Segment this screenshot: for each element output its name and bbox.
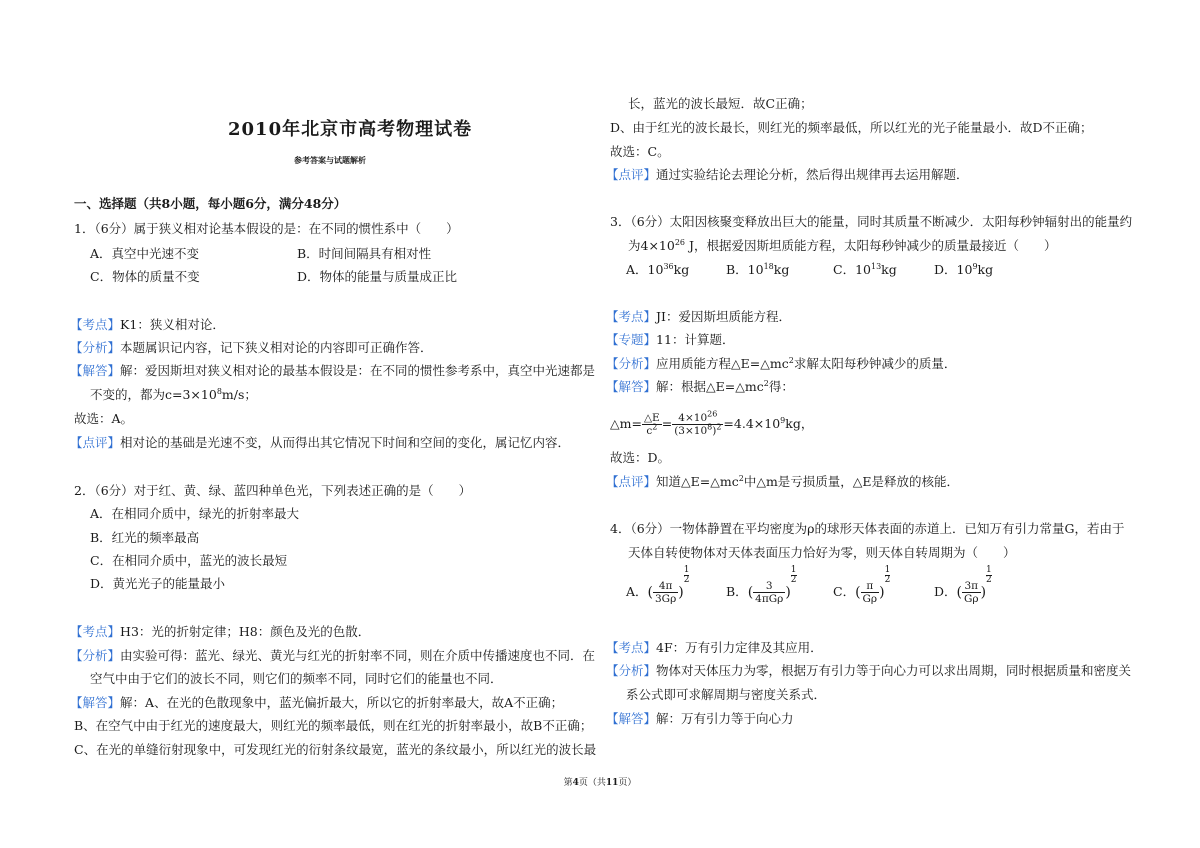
- calc-f2-den-text: (3×10: [674, 425, 708, 437]
- fenxi-tag: 【 分析 】: [70, 340, 120, 355]
- q4-option-c-label: C．: [833, 584, 856, 599]
- q4-option-d: [934, 565, 992, 610]
- q4-option-d-close: ): [980, 584, 987, 601]
- q3-kaodian-text: JI：爱因斯坦质能方程．: [656, 309, 791, 324]
- q1-dianping-text: 相对论的基础是光速不变，从而得出其它情况下时间和空间的变化，属记忆内容．: [120, 435, 571, 450]
- calc-f2-num-sup: 26: [707, 409, 718, 419]
- q4-option-a-close: ): [678, 584, 684, 601]
- q3-zhuanti: [606, 332, 734, 348]
- q4-jieda-text: 解：万有引力等于向心力: [656, 711, 794, 726]
- dianping-tag: 【 点评 】: [70, 435, 120, 450]
- q4-jieda: [606, 711, 794, 727]
- fenxi-tag: 【 分析 】: [606, 356, 656, 371]
- calc-f1-den-text: c: [646, 425, 653, 437]
- dianping-tag: 【 点评 】: [606, 167, 656, 182]
- q3-option-b: [726, 262, 789, 278]
- q3-stem-line1: 3．（6分）太阳因核聚变释放出巨大的能量，同时其质量不断减少．太阳每秒钟辐射出的能量约: [610, 214, 1133, 229]
- kaodian-tag: 【 考点 】: [606, 309, 656, 324]
- calc-f1-den: [642, 422, 662, 437]
- q4-option-b-num: 3: [753, 580, 785, 593]
- q3-option-a-unit: kg: [673, 262, 690, 277]
- q1-fenxi-text: 本题属识记内容，记下狭义相对论的内容即可正确作答．: [120, 340, 433, 355]
- q2-fenxi-line1: [70, 648, 595, 664]
- q1-jieda-2a: 不变的，都为c=3×10: [90, 387, 217, 402]
- q4-option-a-fraction: [653, 580, 678, 605]
- q3-option-a-label: A．10: [626, 262, 664, 277]
- q3-stem-2b: J，根据爱因斯坦质能方程，太阳每秒钟减少的质量最接近（ ）: [685, 238, 1057, 253]
- zhuanti-tag: 【 专题 】: [606, 332, 656, 347]
- page-subtitle: 参考答案与试题解析: [294, 155, 366, 165]
- q1-jieda-line2: [90, 387, 257, 403]
- dianping-tag: 【 点评 】: [606, 474, 656, 489]
- q1-stem: 1．（6分）属于狭义相对论基本假设的是：在不同的惯性系中（ ）: [74, 221, 459, 236]
- q4-option-a-exp-d: 2: [683, 575, 690, 585]
- q3-jieda-a: 解：根据△E=△mc: [656, 379, 764, 394]
- page-title: 2010年北京市高考物理试卷: [228, 119, 473, 140]
- q3-option-a-sup: 36: [663, 261, 674, 271]
- calc-f2-den: [672, 422, 723, 437]
- section-heading: 一、选择题（共8小题，每小题6分，满分48分）: [74, 196, 347, 211]
- q3-zhuanti-text: 11：计算题．: [656, 332, 735, 347]
- q4-option-c-fraction: [861, 580, 880, 605]
- q4-option-b-exp-n: 1: [790, 565, 797, 575]
- q1-jieda-2sup: 8: [216, 386, 222, 396]
- q4-option-b-open: (: [747, 584, 754, 601]
- q2-option-c: C．在相同介质中，蓝光的波长最短: [90, 553, 288, 568]
- q2-option-a: A．在相同介质中，绿光的折射率最大: [90, 506, 300, 521]
- q4-fenxi-line2: 系公式即可求解周期与密度关系式．: [626, 687, 827, 702]
- q1-answer: 故选：A。: [74, 411, 134, 426]
- q4-kaodian: [606, 640, 823, 656]
- q1-kaodian-text: K1：狭义相对论．: [120, 317, 225, 332]
- q1-option-c: C．物体的质量不变: [90, 269, 200, 284]
- q3-jieda-sup: 2: [763, 378, 769, 388]
- calc-eq: =: [661, 416, 673, 431]
- footer-total-pages: 11: [605, 778, 619, 788]
- q3-fenxi: [606, 356, 956, 372]
- calc-f2-den-close: ): [712, 425, 717, 437]
- q4-option-b-exp-d: 2: [790, 575, 797, 585]
- q1-option-b: B．时间间隔具有相对性: [297, 246, 432, 261]
- q2-jieda-text1: 解：A、在光的色散现象中，蓝光偏折最大，所以它的折射率最大，故A不正确；: [120, 695, 564, 710]
- q2-jieda-line4: 长，蓝光的波长最短．故C正确；: [628, 96, 813, 111]
- jieda-tag: 【 解答 】: [606, 379, 656, 394]
- jieda-tag: 【 解答 】: [70, 695, 120, 710]
- q4-option-a: [626, 565, 690, 610]
- q3-jieda-b: 得：: [768, 379, 794, 394]
- q3-calculation: [610, 404, 813, 444]
- q3-option-b-label: B．10: [726, 262, 764, 277]
- q2-option-b: B．红光的频率最高: [90, 530, 200, 545]
- calc-fraction-2: [672, 409, 723, 437]
- jieda-tag: 【 解答 】: [606, 711, 656, 726]
- q3-option-d-sup: 9: [972, 261, 978, 271]
- footer-suffix: 页）: [618, 778, 637, 788]
- q3-option-d-label: D．10: [934, 262, 973, 277]
- q3-dianping-a: 知道△E=△mc: [656, 474, 739, 489]
- calc-result-b: kg，: [785, 416, 814, 431]
- q2-stem: 2．（6分）对于红、黄、绿、蓝四种单色光，下列表述正确的是（ ）: [74, 483, 472, 498]
- q3-jieda: [606, 379, 794, 395]
- q1-dianping: [70, 435, 570, 451]
- q4-option-b-exponent: [791, 566, 797, 585]
- q3-fenxi-b: 求解太阳每秒钟减少的质量．: [793, 356, 957, 371]
- q4-option-b-fraction: [753, 580, 785, 605]
- q3-dianping-b: 中△m是亏损质量，△E是释放的核能．: [743, 474, 960, 489]
- q4-option-a-exponent: [684, 566, 690, 585]
- q4-stem-line1: 4．（6分）一物体静置在平均密度为ρ的球形天体表面的赤道上．已知万有引力常量G，若由于: [610, 521, 1125, 536]
- q3-option-c-label: C．10: [833, 262, 871, 277]
- q3-option-a: [626, 262, 689, 278]
- q4-stem-line2: 天体自转使物体对天体表面压力恰好为零，则天体自转周期为（ ）: [628, 545, 1016, 560]
- q2-jieda-line3: C、在光的单缝衍射现象中，可发现红光的衍射条纹最宽，蓝光的条纹最小，所以红光的波长最: [74, 742, 597, 757]
- q2-jieda-line5: D、由于红光的波长最长，则红光的频率最低，所以红光的光子能量最小．故D不正确；: [610, 120, 1093, 135]
- q3-kaodian: [606, 309, 791, 325]
- q4-option-a-open: (: [647, 584, 653, 601]
- calc-fraction-1: [642, 412, 662, 437]
- q4-option-d-fraction: [962, 580, 981, 605]
- q2-fenxi-text1: 由实验可得：蓝光、绿光、黄光与红光的折射率不同，则在介质中传播速度也不同．在: [120, 648, 596, 663]
- q4-option-d-exp-n: 1: [986, 565, 992, 575]
- q3-option-b-unit: kg: [773, 262, 790, 277]
- q3-stem-2sup: 26: [674, 237, 686, 247]
- q3-dianping: [606, 474, 959, 490]
- q4-option-a-num: 4π: [653, 580, 678, 593]
- q3-option-c-sup: 13: [870, 261, 882, 271]
- q2-answer: 故选：C。: [610, 144, 670, 159]
- q1-option-d: D．物体的能量与质量成正比: [297, 269, 458, 284]
- q4-fenxi-text1: 物体对天体压力为零，根据万有引力等于向心力可以求出周期，同时根据质量和密度关: [656, 663, 1132, 678]
- q3-option-c: [833, 262, 897, 278]
- kaodian-tag: 【 考点 】: [70, 317, 120, 332]
- q4-option-b-label: B．: [726, 584, 748, 599]
- q2-fenxi-line2: 空气中由于它们的波长不同，则它们的频率不同，同时它们的能量也不同．: [90, 671, 503, 686]
- q3-option-c-unit: kg: [881, 262, 897, 277]
- q4-option-c-close: ): [879, 584, 885, 601]
- calc-result-a: =4.4×10: [723, 416, 781, 431]
- q4-option-c-open: (: [855, 584, 861, 601]
- footer-prefix: 第: [563, 778, 573, 788]
- q3-option-d-unit: kg: [977, 262, 994, 277]
- q4-option-a-den: 3Gρ: [655, 593, 677, 605]
- q1-fenxi: [70, 340, 433, 356]
- calc-f1-num: △E: [643, 412, 660, 424]
- q3-stem-line2: [628, 238, 1057, 254]
- q1-jieda-2b: m/s；: [221, 387, 257, 402]
- calc-f1-den-sup: 2: [652, 422, 658, 432]
- q4-option-c-exp-n: 1: [884, 565, 891, 575]
- q2-jieda-line2: B、在空气中由于红光的速度最大，则红光的频率最低，则在红光的折射率最小，故B不正确；: [74, 718, 593, 733]
- kaodian-tag: 【 考点 】: [70, 624, 120, 639]
- calc-result-sup: 9: [780, 415, 786, 425]
- q4-option-c: [833, 565, 891, 610]
- q2-jieda-line1: [70, 695, 563, 711]
- q4-option-b-den: 4πGρ: [755, 593, 784, 605]
- q3-stem-2a: 为4×10: [628, 238, 675, 253]
- page-footer: [0, 775, 1200, 788]
- q3-fenxi-a: 应用质能方程△E=△mc: [656, 356, 789, 371]
- calc-lhs: △m=: [610, 416, 642, 431]
- q2-dianping-text: 通过实验结论去理论分析，然后得出规律再去运用解题．: [656, 167, 969, 182]
- q4-option-c-exp-d: 2: [884, 575, 891, 585]
- q2-option-d: D．黄光光子的能量最小: [90, 576, 226, 591]
- q3-fenxi-sup: 2: [788, 355, 794, 365]
- q4-option-a-exp-n: 1: [683, 565, 690, 575]
- q4-option-d-num: 3π: [962, 580, 981, 593]
- q4-option-d-exponent: [986, 566, 992, 585]
- q1-kaodian: [70, 317, 225, 333]
- q1-option-a: A．真空中光速不变: [90, 246, 200, 261]
- q4-option-b: [726, 565, 797, 610]
- q1-jieda-line1: [70, 363, 595, 379]
- q4-option-c-den: Gρ: [862, 593, 878, 605]
- footer-middle: 页（共: [578, 778, 606, 788]
- fenxi-tag: 【 分析 】: [70, 648, 120, 663]
- q4-option-d-den: Gρ: [964, 593, 979, 605]
- q4-option-c-num: π: [861, 580, 880, 593]
- q2-dianping: [606, 167, 969, 183]
- q4-option-a-label: A．: [626, 584, 648, 599]
- q3-option-b-sup: 18: [763, 261, 774, 271]
- jieda-tag: 【 解答 】: [70, 363, 120, 378]
- q3-answer: 故选：D。: [610, 450, 671, 465]
- q1-jieda-text: 解：爱因斯坦对狭义相对论的最基本假设是：在不同的惯性参考系中，真空中光速都是: [120, 363, 596, 378]
- q2-kaodian-text: H3：光的折射定律；H8：颜色及光的色散．: [120, 624, 371, 639]
- q4-option-d-open: (: [956, 584, 962, 601]
- calc-f2-den-sup1: 8: [707, 422, 713, 432]
- q4-option-c-exponent: [885, 566, 891, 585]
- q4-option-d-label: D．: [934, 584, 957, 599]
- q2-kaodian: [70, 624, 370, 640]
- q4-fenxi-line1: [606, 663, 1131, 679]
- calc-f2-den-sup2: 2: [716, 422, 722, 432]
- fenxi-tag: 【 分析 】: [606, 663, 656, 678]
- q4-option-d-exp-d: 2: [986, 575, 992, 585]
- q4-option-b-close: ): [785, 584, 791, 601]
- kaodian-tag: 【 考点 】: [606, 640, 656, 655]
- q3-dianping-sup: 2: [738, 473, 744, 483]
- footer-page-number: 4: [572, 778, 579, 788]
- calc-f2-num-text: 4×10: [678, 412, 708, 424]
- q3-option-d: [934, 262, 993, 278]
- q4-kaodian-text: 4F：万有引力定律及其应用．: [656, 640, 823, 655]
